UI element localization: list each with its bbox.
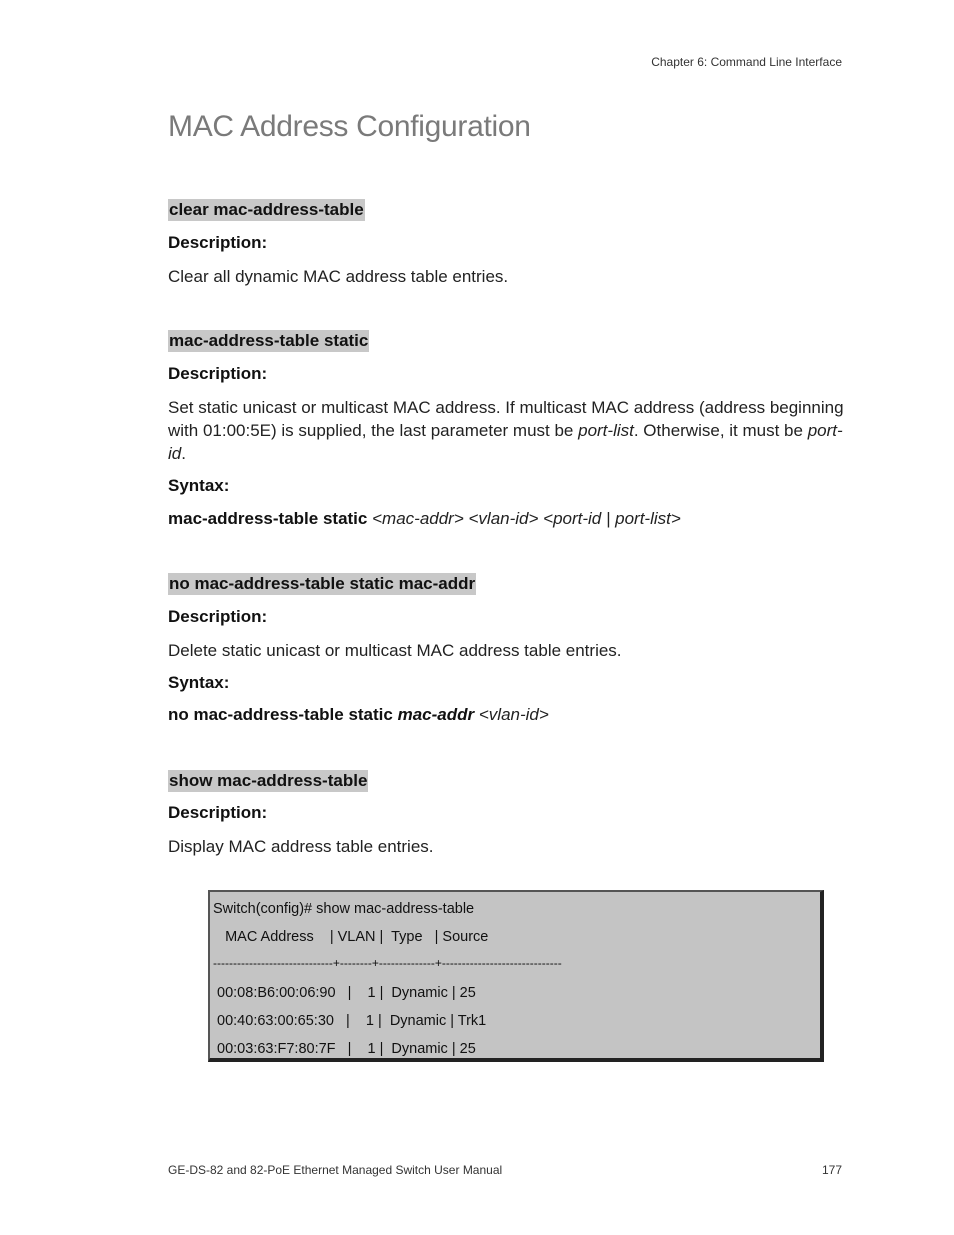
terminal-line: ------------------------------+--------+--------------+------------------------------ [213, 956, 562, 970]
syntax-command: no mac-address-table static [168, 705, 393, 724]
syntax-label: Syntax: [168, 673, 230, 692]
command-heading-show-mac-address-table: show mac-address-table [169, 771, 368, 790]
syntax-line [168, 509, 681, 529]
description-text [168, 396, 848, 465]
page-title: MAC Address Configuration [168, 110, 531, 143]
syntax-arguments: <vlan-id> [478, 705, 549, 724]
emphasis-port-list: port-list [578, 421, 634, 440]
command-heading-clear-mac-address-table: clear mac-address-table [169, 200, 364, 219]
terminal-output [208, 890, 824, 1062]
description-label: Description: [168, 233, 268, 252]
description-label: Description: [168, 803, 268, 822]
syntax-arguments: <mac-addr> <vlan-id> <port-id | port-list> [372, 509, 681, 528]
footer-manual-title: GE-DS-82 and 82-PoE Ethernet Managed Switch User Manual [168, 1163, 503, 1177]
terminal-line: 00:08:B6:00:06:90 | 1 | Dynamic | 25 [213, 985, 476, 1001]
description-part: Set static unicast or multicast MAC address. If multicast MAC address (address beginning with 01:00:5E) is supplied, the last parameter must be [168, 398, 844, 440]
terminal-line: 00:03:63:F7:80:7F | 1 | Dynamic | 25 [213, 1041, 476, 1057]
command-heading-mac-address-table-static: mac-address-table static [169, 331, 369, 350]
footer-page-number: 177 [821, 1163, 842, 1177]
description-part: . [181, 444, 186, 463]
description-label: Description: [168, 607, 268, 626]
description-part: . Otherwise, it must be [633, 421, 808, 440]
running-head: Chapter 6: Command Line Interface [651, 55, 842, 69]
description-label: Description: [168, 364, 268, 383]
syntax-emphasis: mac-addr [397, 705, 475, 724]
description-text: Clear all dynamic MAC address table entries. [168, 267, 509, 286]
syntax-label: Syntax: [168, 476, 230, 495]
emphasis-port-id: port-id [168, 421, 843, 463]
syntax-line [168, 705, 549, 725]
terminal-line: Switch(config)# show mac-address-table [213, 901, 475, 917]
description-text: Display MAC address table entries. [168, 837, 434, 856]
description-text: Delete static unicast or multicast MAC address table entries. [168, 641, 622, 660]
terminal-line: 00:40:63:00:65:30 | 1 | Dynamic | Trk1 [213, 1013, 487, 1029]
command-heading-no-mac-address-table-static: no mac-address-table static mac-addr [169, 574, 476, 593]
syntax-command: mac-address-table static [168, 509, 368, 528]
terminal-line: MAC Address | VLAN | Type | Source [213, 929, 489, 945]
